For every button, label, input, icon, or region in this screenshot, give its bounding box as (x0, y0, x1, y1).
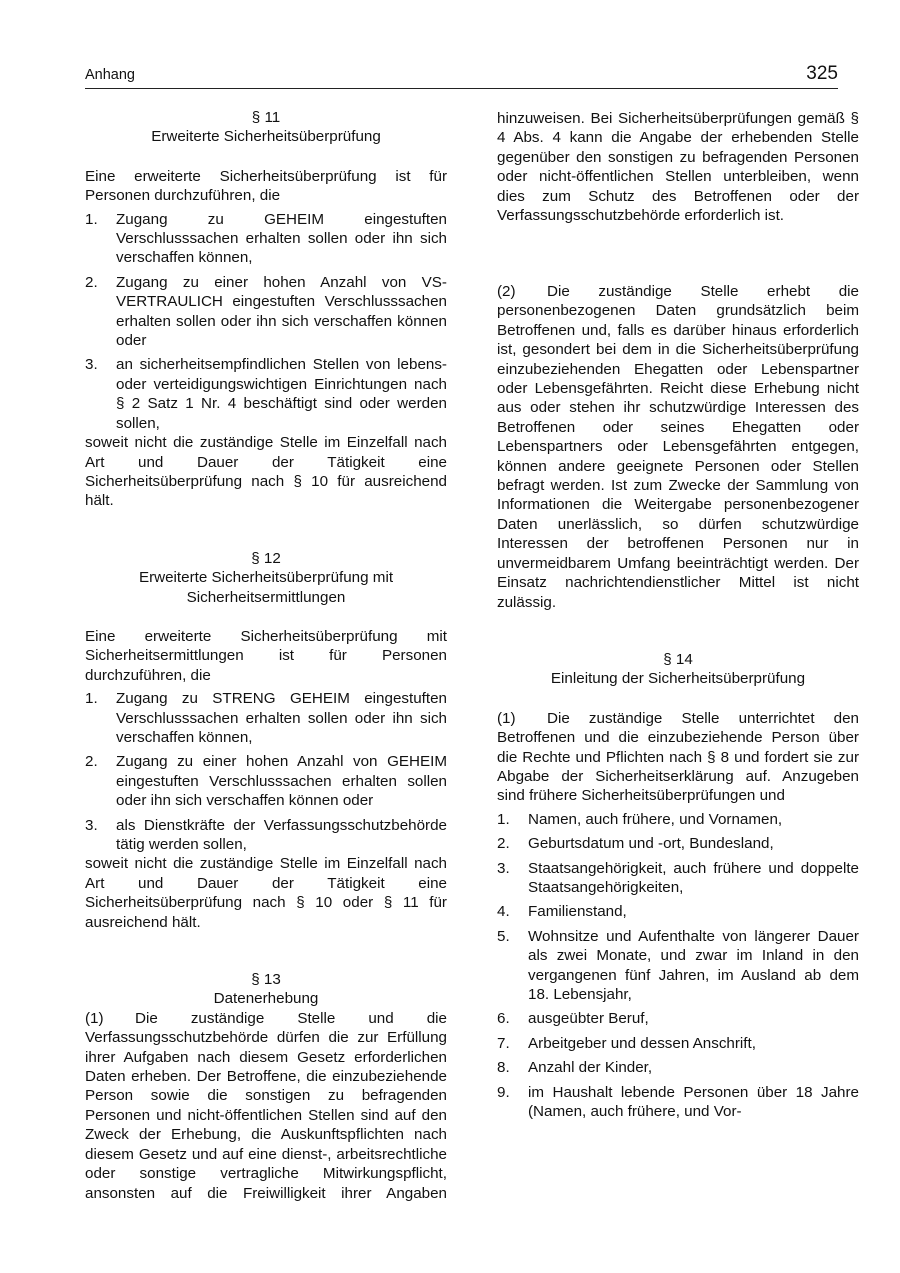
list-item: 3. Staatsangehörigkeit, auch frühere und doppelte Staatsangehörigkeiten, (497, 859, 859, 896)
paragraph-number: (1) (85, 1009, 104, 1027)
section-number: § 13 (251, 971, 281, 989)
list-item: 6. ausgeübter Beruf, (497, 1010, 649, 1028)
list-item: 9. im Haushalt lebende Personen über 18 Jahre (Namen, auch frühere, und Vor- (497, 1083, 859, 1121)
section-intro: Eine erweiterte Sicherheitsüberprüfung ist für Personen durchzuführen, die (85, 167, 447, 205)
paragraph-text: Die zuständige Stelle erhebt die personenbezogenen Daten grundsätzlich beim Betroffenen und, falls es darüber hinaus erforderlich ist, gesondert bei dem in die Sicherheitsüberprüfung einzubeziehenden Ehegatten oder Lebenspartner oder Lebensgefährten. Reicht diese Erhebung nicht aus oder stehen ihr schutzwürdige Interessen des Betroffenen oder seines Ehegatten oder Lebenspartners oder Lebensgefährten entgegen, können andere geeignete Personen oder Stellen befragt werden. Ist zum Zwecke der Sammlung von Informationen die Weitergabe personenbezogener Daten unerlässlich, so dürfen schutzwürdige Interessen der betroffenen Personen nur in unvermeidbarem Umfang beeinträchtigt werden. Der Einsatz nachrichtendienstlicher Mittel ist nicht zulässig. (497, 283, 859, 611)
list-item: 7. Arbeitgeber und dessen Anschrift, (497, 1034, 756, 1052)
section-11-list (85, 210, 447, 433)
section-14-list (497, 810, 859, 1122)
section-14-paragraph-1 (497, 709, 859, 806)
list-item: 3. an sicherheitsempfindlichen Stellen von lebens- oder verteidigungswichtigen Einrichtungen nach § 2 Satz 1 Nr. 4 beschäftigt sind oder werden sollen, (85, 356, 447, 432)
section-number: § 12 (251, 549, 281, 567)
section-title: Erweiterte Sicherheitsüberprüfung (151, 128, 381, 146)
section-closing: soweit nicht die zuständige Stelle im Einzelfall nach Art und Dauer der Tätigkeit eine Sicherheitsüberprüfung nach § 10 für ausreichend hält. (85, 434, 447, 510)
page-number: 325 (806, 63, 838, 84)
list-item: 2. Zugang zu einer hohen Anzahl von GEHEIM eingestuften Verschlusssachen erhalten sollen oder ihn sich verschaffen können oder (85, 753, 447, 810)
paragraph-text: Die zuständige Stelle und die Verfassungsschutzbehörde dürfen die zur Erfüllung ihrer Aufgaben nach diesem Gesetz erforderlichen Daten erheben. Der Betroffene, die einzubeziehende Person sowie die sonstigen zu befragenden Personen und nicht-öffentlichen Stellen sind auf den Zweck der Erhebung, die Auskunftspflichten nach diesem Gesetz und auf eine dienst-, arbeitsrechtliche oder sonstige vertragliche Mitwirkungspflicht, ansonsten auf die Freiwilligkeit ihrer Angaben (85, 1009, 447, 1202)
section-number: § 14 (663, 650, 693, 668)
right-column (497, 108, 859, 1126)
left-column (85, 108, 447, 1202)
page-header (85, 62, 838, 89)
list-item: 1. Zugang zu GEHEIM eingestuften Verschlusssachen erhalten sollen oder ihn sich verschaffen können, (85, 210, 447, 267)
section-intro: Eine erweiterte Sicherheitsüberprüfung mit Sicherheitsermittlungen ist für Personen durchzuführen, die (85, 627, 447, 684)
section-13-paragraph-2 (497, 282, 859, 612)
section-11-heading (85, 108, 447, 147)
list-item: 5. Wohnsitze und Aufenthalte von längerer Dauer als zwei Monate, und zwar im Inland in den vergangenen fünf Jahren, im Ausland ab dem 18. Lebensjahr, (497, 927, 859, 1003)
section-12-heading (85, 549, 447, 607)
section-title: Erweiterte Sicherheitsüberprüfung mit Sicherheitsermittlungen (138, 569, 394, 606)
section-closing: soweit nicht die zuständige Stelle im Einzelfall nach Art und Dauer der Tätigkeit eine Sicherheitsüberprüfung nach § 10 oder § 11 für ausreichend hält. (85, 855, 447, 931)
paragraph-number: (1) (497, 709, 516, 727)
list-item: 2. Geburtsdatum und -ort, Bundesland, (497, 835, 774, 853)
paragraph-number: (2) (497, 283, 516, 300)
section-13-paragraph-1-continued: hinzuweisen. Bei Sicherheitsüberprüfungen gemäß § 4 Abs. 4 kann die Angabe der erhebenden Stelle gegenüber den sonstigen zu befragenden Personen oder nicht-öffentlichen Stellen unterbleiben, wenn dies zum Schutz des Betroffenen oder der Verfassungsschutzbehörde erforderlich ist. (497, 110, 859, 225)
list-item: 1. Namen, auch frühere, und Vornamen, (497, 810, 783, 828)
list-item: 2. Zugang zu einer hohen Anzahl von VS-VERTRAULICH eingestuften Verschlusssachen erhalten sollen oder ihn sich verschaffen können oder (85, 273, 447, 350)
running-header: Anhang (85, 67, 135, 83)
section-13-heading (85, 970, 447, 1009)
section-13-paragraph-1 (85, 1009, 447, 1202)
section-12-list (85, 689, 447, 854)
paragraph-text: Die zuständige Stelle unterrichtet den Betroffenen und die einzubeziehende Person über die Rechte und Pflichten nach § 8 und fordert sie zur Abgabe der Sicherheitserklärung auf. Anzugeben sind frühere Sicherheitsüberprüfungen und (497, 709, 859, 805)
list-item: 1. Zugang zu STRENG GEHEIM eingestuften Verschlusssachen erhalten sollen oder ihn sich verschaffen können, (85, 690, 447, 746)
list-item: 3. als Dienstkräfte der Verfassungsschutzbehörde tätig werden sollen, (85, 816, 447, 853)
list-item: 8. Anzahl der Kinder, (497, 1059, 653, 1077)
list-item: 4. Familienstand, (497, 903, 627, 921)
section-title: Datenerhebung (213, 990, 319, 1008)
section-number: § 11 (251, 109, 281, 126)
section-14-heading (497, 650, 859, 689)
section-title: Einleitung der Sicherheitsüberprüfung (550, 670, 806, 688)
